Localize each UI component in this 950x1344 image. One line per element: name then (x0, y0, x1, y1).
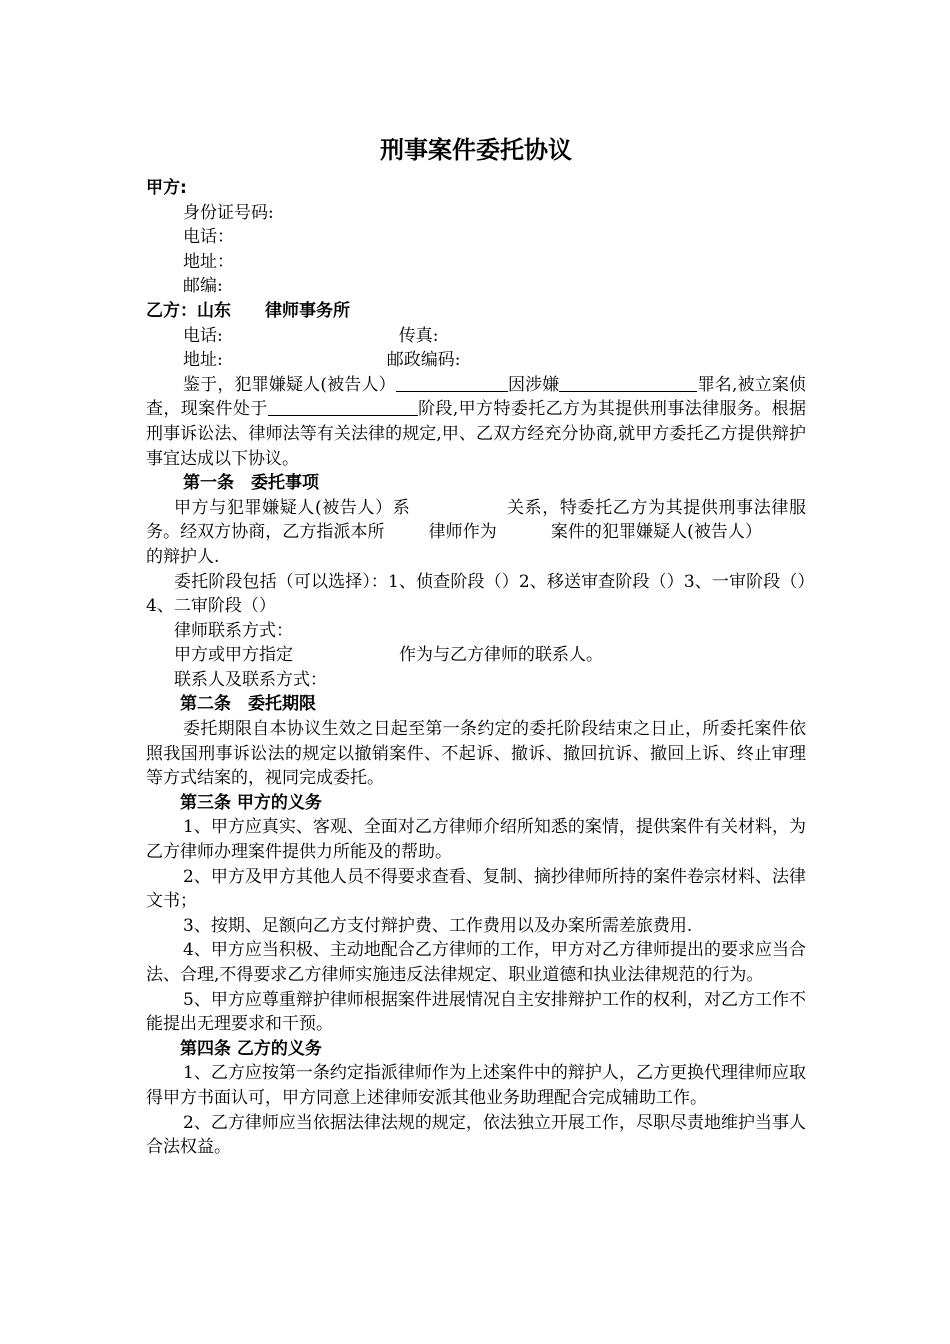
article2-heading: 第二条 委托期限 (180, 694, 316, 715)
blank-stage (268, 397, 418, 416)
document-title: 刑事案件委托协议 (380, 136, 572, 164)
blank-suspect-name (396, 373, 508, 392)
party-b-address-label: 地址: (183, 350, 223, 371)
article1-text-4: 案件的犯罪嫌疑人(被告人） (550, 522, 763, 543)
party-b-phone-label: 电话: (183, 325, 223, 346)
article1-designate-line (146, 643, 806, 668)
party-a-address-label: 地址： (183, 251, 234, 272)
article3-item: 1、甲方应真实、客观、全面对乙方律师介绍所知悉的案情，提供案件有关材料，为乙方律师办理案件提供力所能及的帮助。 (146, 817, 806, 863)
party-a-id-label: 身份证号码: (183, 202, 274, 223)
preamble-text-3: 罪名,被立案侦查，现案件处于 (146, 374, 807, 420)
party-a-label: 甲方: (146, 178, 187, 198)
article1-text-2: 关系，特委托乙方为其提供刑事法律服务。经双方协商，乙方指派本所 (146, 497, 806, 543)
article3-item: 5、甲方应尊重辩护律师根据案件进展情况自主安排辩护工作的权利，对乙方工作不能提出无理要求和干预。 (146, 989, 806, 1035)
preamble-text-2: 因涉嫌 (507, 374, 560, 395)
article3-item: 3、按期、足额向乙方支付辩护费、工作费用以及办案所需差旅费用. (183, 915, 693, 936)
article1-designate-b: 作为与乙方律师的联系人。 (399, 645, 603, 666)
document-page (146, 128, 806, 1160)
party-b-postcode-label: 邮政编码: (386, 350, 461, 371)
article1-text-5: 的辩护人. (146, 546, 220, 567)
article1-stages: 委托阶段包括（可以选择）：1、侦查阶段（）2、移送审查阶段（）3、一审阶段（）4、二审阶段（） (146, 571, 806, 617)
party-b-address-line (146, 348, 806, 373)
preamble-text-4: 阶段,甲方特委托乙方为其提供刑事法律服务。根据刑事诉讼法、律师法等有关法律的规定,甲、乙双方经充分协商,就甲方委托乙方提供辩护事宜达成以下协议。 (146, 399, 807, 469)
party-b-label: 乙方：山东 (146, 300, 231, 321)
preamble-paragraph (146, 373, 806, 471)
article1-text-1: 甲方与犯罪嫌疑人(被告人）系 (174, 497, 411, 518)
article4-item: 1、乙方应按第一条约定指派律师作为上述案件中的辩护人，乙方更换代理律师应取得甲方书面认可，甲方同意上述律师安派其他业务助理配合完成辅助工作。 (146, 1063, 806, 1108)
article1-contact-person: 联系人及联系方式： (174, 669, 327, 690)
article3-heading: 第三条 甲方的义务 (180, 792, 322, 813)
article4-heading: 第四条 乙方的义务 (180, 1038, 322, 1059)
article3-item: 2、甲方及甲方其他人员不得要求查看、复制、摘抄律师所持的案件卷宗材料、法律文书； (146, 866, 806, 912)
party-a-postcode-label: 邮编: (183, 276, 223, 297)
party-b-label-suffix: 律师事务所 (265, 300, 350, 321)
article1-paragraph (146, 496, 806, 570)
article4-item: 2、乙方律师应当依据法律法规的规定，依法独立开展工作，尽职尽责地维护当事人合法权益。 (146, 1112, 806, 1158)
party-b-fax-label: 传真: (398, 325, 439, 346)
party-b-phone-fax-line (146, 324, 806, 349)
article2-paragraph: 委托期限自本协议生效之日起至第一条约定的委托阶段结束之日止，所委托案件依照我国刑事诉讼法的规定以撤销案件、不起诉、撤诉、撤回抗诉、撤回上诉、终止审理等方式结案的，视同完成委托。 (146, 719, 806, 789)
article1-lawyer-contact: 律师联系方式： (174, 620, 293, 641)
article1-heading: 第一条 委托事项 (183, 473, 319, 494)
article1-text-3: 律师作为 (428, 522, 497, 543)
article1-designate-a: 甲方或甲方指定 (174, 645, 293, 666)
party-a-phone-label: 电话： (183, 227, 234, 248)
article3-item: 4、甲方应当积极、主动地配合乙方律师的工作，甲方对乙方律师提出的要求应当合法、合理,不得要求乙方律师实施违反法律规定、职业道德和执业法律规范的行为。 (146, 940, 806, 985)
blank-charge (559, 373, 697, 392)
preamble-text-1: 鉴于，犯罪嫌疑人(被告人） (183, 374, 396, 395)
party-b-line (146, 299, 806, 324)
